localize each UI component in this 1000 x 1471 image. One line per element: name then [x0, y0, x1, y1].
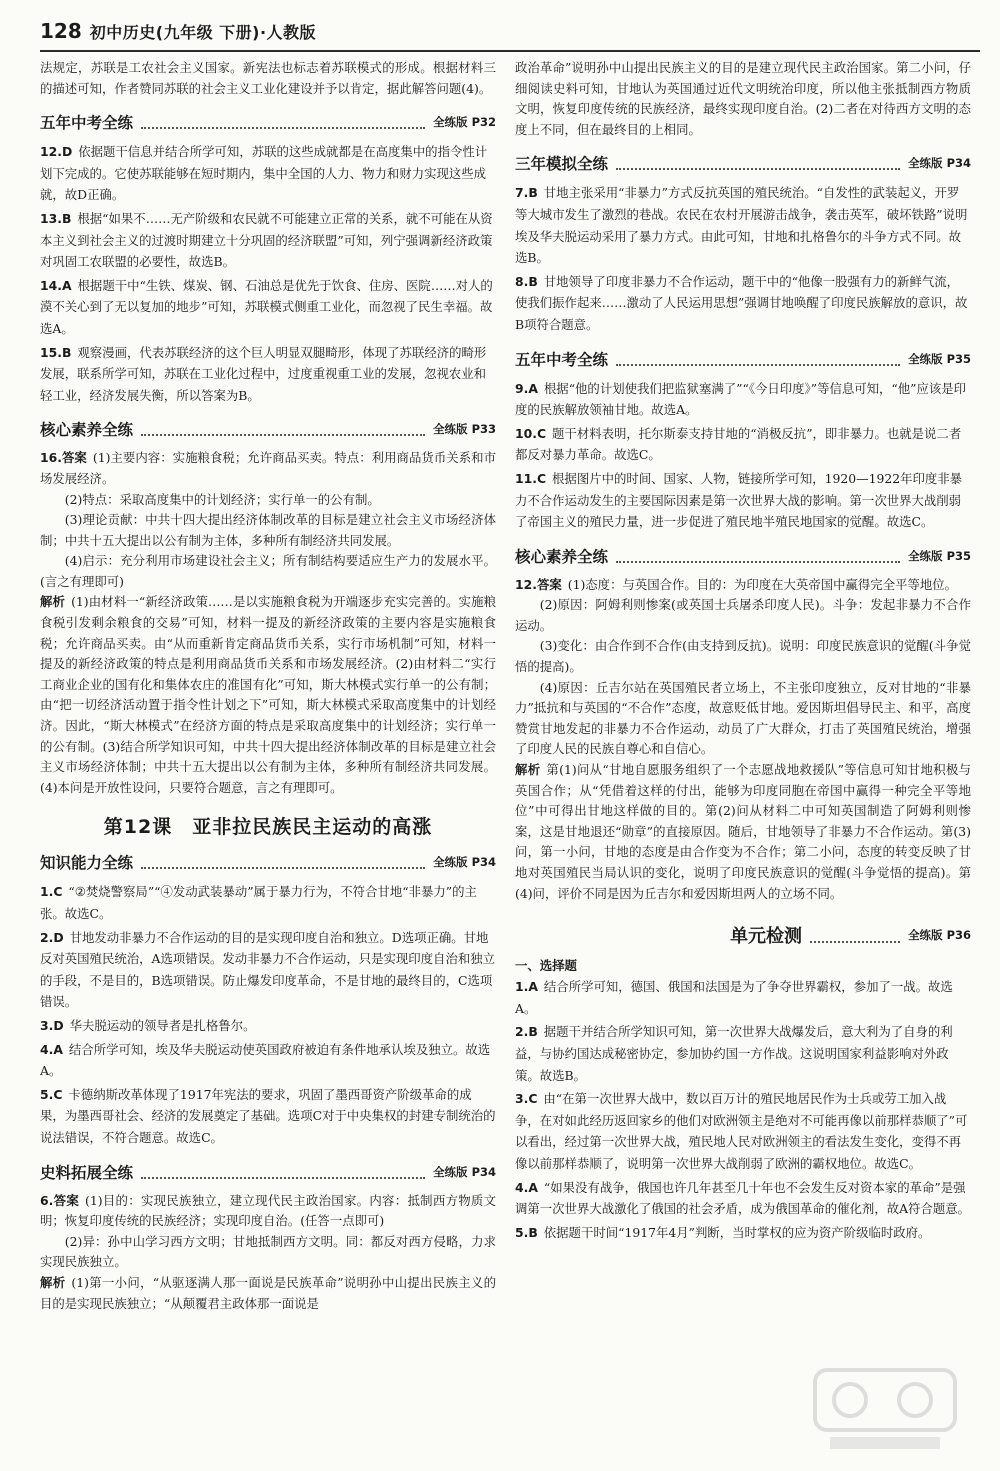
answer-item	[40, 208, 496, 273]
answer-item	[515, 976, 971, 1019]
analysis-text: 第(1)问从“甘地自愿服务组织了一个志愿战地救援队”等信息可知甘地积极与英国合作；从“凭借着这样的付出，能够为印度同胞在帝国中赢得一种完全平等地位”中可得出甘地这样做的目的。第(2)问从材料二中可知英国制造了阿姆利则惨案，这是甘地退还“勋章”的直接原因。随后，甘地领导了非暴力不合作运动。第(3)问，第一小问，甘地的态度是由合作变为不合作；第二小问，态度的转变反映了甘地对英国殖民当局认识的变化，说明了印度民族意识的觉醒(斗争觉悟的提高)。第(4)问，评价不同是因为丘吉尔和爱因斯坦两人的立场不同。	[515, 762, 971, 901]
item-label: 12.答案	[515, 576, 562, 592]
analysis-label: 解析	[40, 594, 66, 610]
item-label: 16.答案	[40, 450, 87, 466]
page-number: 128	[40, 19, 82, 43]
analysis-text: (1)由材料一“新经济政策……是以实施粮食税为开端逐步充实完善的。实施粮食税引发剩余粮食的交易”可知，材料一提及的新经济政策的主要内容是实施粮食税；允许商品买卖。由“从而重新肯定商品货币关系，实行市场机制”可知，材料一提及的新经济政策的特点是利用商品货币关系和市场发展经济。(2)由材料二“实行工商业企业的国有化和集体农庄的准国有化”可知，斯大林模式实行单一的公有制；由“把一切经济活动置于指令性计划之下”可知，斯大林模式采取高度集中的计划经济。因此，“斯大林模式”在经济方面的特点是采取高度集中的计划经济；实行单一的公有制。(3)结合所学知识可知，中共十四大提出经济体制改革的目标是建立社会主义市场经济体制；中共十五大提出以公有制为主体，多种所有制经济共同发展。(4)本问是开放性设问，只要符合题意，言之有理即可。	[40, 594, 496, 795]
item-label: 15.B	[40, 344, 72, 360]
answer-item	[515, 575, 971, 905]
section-header	[40, 849, 496, 875]
answer-line: (2)异：孙中山学习西方文明；甘地抵制西方文明。同：都反对西方侵略，力求实现民族独立。	[40, 1233, 496, 1270]
answer-item	[515, 271, 971, 336]
answer-line: (2)原因：阿姆利则惨案(或英国士兵屠杀印度人民)。斗争：发起非暴力不合作运动。	[515, 597, 971, 633]
answer-line: (1)主要内容：实施粮食税；允许商品买卖。特点：利用商品货币关系和市场发展经济。	[40, 450, 496, 486]
section-header	[515, 543, 971, 569]
item-label: 6.答案	[40, 1192, 80, 1208]
item-text: 甘地主张采用“非暴力”方式反抗英国的殖民统治。“自发性的武装起义，开罗等大城市发生了激烈的巷战。农民在农村开展游击战争，袭击英军，破坏铁路”说明埃及华夫脱运动采用了暴力方式。由此可知，甘地和扎格鲁尔的斗争方式不同。故选B。	[515, 185, 968, 266]
section-header	[40, 1159, 496, 1185]
item-label: 9.A	[515, 380, 538, 396]
section-header	[40, 109, 496, 135]
answer-item	[40, 342, 496, 407]
item-label: 5.C	[40, 1086, 63, 1102]
answer-item	[40, 1191, 496, 1315]
item-label: 14.A	[40, 277, 72, 293]
unit-test-header	[515, 920, 971, 950]
item-label: 4.A	[40, 1041, 63, 1057]
item-label: 13.B	[40, 210, 72, 226]
section-ref: 全练版 P32	[433, 115, 496, 130]
dotted-leader	[141, 422, 425, 436]
item-text: “如果没有战争，俄国也许几年甚至几十年也不会发生反对资本家的革命”是强调第一次世界大战激化了俄国的社会矛盾，成为俄国革命的催化剂，故A符合题意。	[515, 1179, 971, 1217]
item-label: 12.D	[40, 144, 73, 160]
item-text: 结合所学可知，德国、俄国和法国是为了争夺世界霸权，参加了一战。故选A。	[515, 979, 953, 1016]
unit-test-ref: 全练版 P36	[908, 928, 971, 943]
item-text: “②焚烧警察局”“④发动武装暴动”属于暴力行为，不符合甘地“非暴力”的主张。故选C。	[40, 884, 477, 921]
dotted-leader	[616, 352, 900, 366]
answer-item	[515, 1088, 971, 1174]
analysis-label: 解析	[40, 1274, 66, 1290]
item-label: 8.B	[515, 273, 538, 289]
item-text: 结合所学可知，埃及华夫脱运动使英国政府被迫有条件地承认埃及独立。故选A。	[40, 1041, 491, 1079]
section-ref: 全练版 P34	[908, 156, 971, 171]
item-label: 10.C	[515, 425, 547, 441]
item-label: 2.B	[515, 1024, 538, 1040]
answer-item	[40, 275, 496, 340]
book-title: 初中历史(九年级 下册)·人教版	[89, 22, 317, 42]
dotted-leader	[616, 156, 900, 170]
item-text: 华夫脱运动的领导者是扎格鲁尔。	[69, 1017, 256, 1033]
answer-line: (3)理论贡献：中共十四大提出经济体制改革的目标是建立社会主义市场经济体制；中共十五大提出以公有制为主体，多种所有制经济共同发展。	[40, 512, 496, 548]
item-label: 7.B	[515, 185, 538, 201]
analysis-text: (1)第一小问，“从驱逐满人那一面说是民族革命”说明孙中山提出民族主义的目的是实现民族独立；“从颠覆君主政体那一面说是	[40, 1274, 496, 1311]
subsection-title: 一、选择题	[515, 958, 577, 974]
dotted-leader	[141, 115, 425, 129]
answer-line: (4)启示：充分利用市场建设社会主义；所有制结构要适应生产力的发展水平。(言之有理即可)	[40, 553, 496, 589]
answer-line: (4)原因：丘吉尔站在英国殖民者立场上，不主张印度独立，反对甘地的“非暴力”抵抗和与英国的“不合作”态度，故意贬低甘地。爱因斯坦倡导民主、和平，高度赞赏甘地发起的非暴力不合作运动，动员了广大群众，打击了英国殖民统治，增强了印度人民的民族自尊心和自信心。	[515, 679, 971, 757]
item-label: 4.A	[515, 1179, 538, 1195]
section-ref: 全练版 P34	[433, 1164, 496, 1179]
item-text: 卡德纳斯改革体现了1917年宪法的要求，巩固了墨西哥资产阶级革命的成果，为墨西哥社会、经济的发展奠定了基础。选项C对于中央集权的封建专制统治的说法错误，不符合题意。故选C。	[40, 1086, 496, 1145]
answer-item	[515, 182, 971, 268]
item-text: 根据图片中的时间、国家、人物，链接所学可知，1920—1922年印度非暴力不合作运动发生的主要国际因素是第一次世界大战的影响。第一次世界大战削弱了帝国主义的殖民力量，进一步促进了殖民地半殖民地国家的觉醒。故选C。	[515, 470, 963, 530]
analysis-label: 解析	[515, 762, 541, 778]
lesson-title: 第12课 亚非拉民族民主运动的高涨	[103, 816, 433, 839]
item-text: 根据“如果不……无产阶级和农民就不可能建立正常的关系，就不可能在从资本主义到社会主义的过渡时期建立十分巩固的经济联盟”可知，列宁强调新经济政策对巩固工农联盟的必要性，故选B。	[40, 210, 493, 270]
section-ref: 全练版 P35	[908, 548, 971, 563]
item-text: 根据“他的计划使我们把监狱塞满了”“《今日印度》”等信息可知，“他”应该是印度的民族解放领袖甘地。故选A。	[515, 380, 967, 418]
item-label: 3.C	[515, 1091, 538, 1107]
answer-item	[515, 468, 971, 533]
answer-item	[515, 1177, 971, 1220]
dotted-leader	[141, 855, 425, 869]
answer-item	[40, 1084, 496, 1149]
right-column	[515, 58, 971, 1438]
answer-item	[515, 1021, 971, 1086]
section-header	[515, 150, 971, 176]
intro-paragraph: 政治革命”说明孙中山提出民族主义的目的是建立现代民主政治国家。第二小问，仔细阅读史料可知，甘地认为英国通过近代文明统治印度，所以他主张抵制西方物质文明，恢复印度传统的民族经济，最终实现印度自治。(2)二者在对待西方文明的态度上不同，但在最终目的上相同。	[515, 60, 971, 137]
section-title: 核心素养全练	[515, 547, 609, 566]
answer-item	[515, 1222, 971, 1244]
item-label: 11.C	[515, 470, 547, 486]
item-label: 5.B	[515, 1224, 538, 1240]
answer-item	[515, 423, 971, 466]
dotted-leader	[141, 1165, 425, 1179]
answer-item	[40, 448, 496, 798]
unit-test-title: 单元检测	[730, 926, 803, 948]
intro-paragraph: 法规定，苏联是工农社会主义国家。新宪法也标志着苏联模式的形成。根据材料三的描述可知，作者赞同苏联的社会主义工业化建设并予以肯定，据此解答问题(4)。	[40, 60, 496, 96]
item-text: 根据题干中“生铁、煤炭、钢、石油总是优先于饮食、住房、医院……对人的漠不关心到了无以复加的地步”可知，苏联模式侧重工业化，而忽视了民生幸福。故选A。	[40, 277, 493, 336]
section-ref: 全练版 P35	[908, 351, 971, 366]
item-text: 依据题干时间“1917年4月”判断，当时掌权的应为资产阶级临时政府。	[543, 1224, 931, 1240]
section-header	[515, 346, 971, 372]
answer-item	[515, 378, 971, 421]
item-label: 1.A	[515, 979, 538, 995]
answer-line: (3)变化：由合作到不合作(由支持到反抗)。说明：印度民族意识的觉醒(斗争觉悟的提高)。	[515, 638, 971, 675]
section-title: 三年模拟全练	[515, 155, 609, 174]
item-text: 题干材料表明，托尔斯泰支持甘地的“消极反抗”，即非暴力。也就是说二者都反对暴力革命。故选C。	[515, 425, 962, 463]
answer-line: (1)目的：实现民族独立，建立现代民主政治国家。内容：抵制西方物质文明；恢复印度传统的民族经济；实现印度自治。(任答一点即可)	[40, 1192, 496, 1229]
answer-item	[40, 881, 496, 924]
answer-item	[40, 927, 496, 1013]
answer-item	[40, 1039, 496, 1082]
item-text: 由“在第一次世界大战中，数以百万计的殖民地居民作为士兵或劳工加入战争，在对如此经历返回家乡的他们对欧洲领主是绝对不可能再像以前那样恭顺了”可以看出，经过第一次世界大战，殖民地人民对欧洲领主的看法发生变化，变得不再像以前那样恭顺了，说明第一次世界大战削弱了欧洲的霸权地位。故选C。	[515, 1091, 968, 1171]
section-ref: 全练版 P33	[433, 422, 496, 437]
item-text: 甘地领导了印度非暴力不合作运动，题干中的“他像一股强有力的新鲜气流，使我们振作起来……激动了人民运用思想”强调甘地唤醒了印度民族解放的意识，故B项符合题意。	[515, 273, 968, 332]
watermark-logo-icon	[810, 1365, 960, 1455]
dotted-leader	[616, 549, 900, 563]
page-header	[40, 12, 980, 52]
left-column	[40, 58, 496, 1438]
item-label: 2.D	[40, 929, 64, 945]
section-ref: 全练版 P34	[433, 855, 496, 870]
answer-line: (1)态度：与英国合作。目的：为印度在大英帝国中赢得完全平等地位。	[567, 576, 958, 592]
dotted-leader	[810, 927, 900, 943]
item-label: 1.C	[40, 884, 63, 900]
section-title: 核心素养全练	[40, 421, 134, 440]
item-text: 依据题干信息并结合所学可知，苏联的这些成就都是在高度集中的指令性计划下完成的。它使苏联能够在短时期内，集中全国的人力、物力和财力实现这些成就，故D正确。	[40, 144, 488, 203]
answer-item	[40, 141, 496, 206]
section-header	[40, 416, 496, 442]
item-text: 甘地发动非暴力不合作运动的目的是实现印度自治和独立。D选项正确。甘地反对英国殖民统治，A选项错误。发动非暴力不合作运动，只是实现印度自治和独立的手段，不是目的，B选项错误。防止爆发印度革命，不是甘地的最终目的，C选项错误。	[40, 929, 496, 1010]
section-title: 五年中考全练	[515, 350, 609, 369]
item-label: 3.D	[40, 1017, 64, 1033]
section-title: 知识能力全练	[40, 854, 134, 873]
section-title: 史料拓展全练	[40, 1163, 134, 1182]
answer-item	[40, 1015, 496, 1037]
answer-line: (2)特点：采取高度集中的计划经济；实行单一的公有制。	[64, 491, 380, 507]
section-title: 五年中考全练	[40, 114, 134, 133]
item-text: 观察漫画，代表苏联经济的这个巨人明显双腿畸形，体现了苏联经济的畸形发展，联系所学可知，苏联在工业化过程中，过度重视重工业的发展，忽视农业和轻工业，经济发展失衡，所以答案为B。	[40, 344, 487, 403]
item-text: 据题干并结合所学知识可知，第一次世界大战爆发后，意大利为了自身的利益，与协约国达成秘密协定，参加协约国一方作战。这说明国家利益影响对外政策。故选B。	[515, 1024, 953, 1083]
